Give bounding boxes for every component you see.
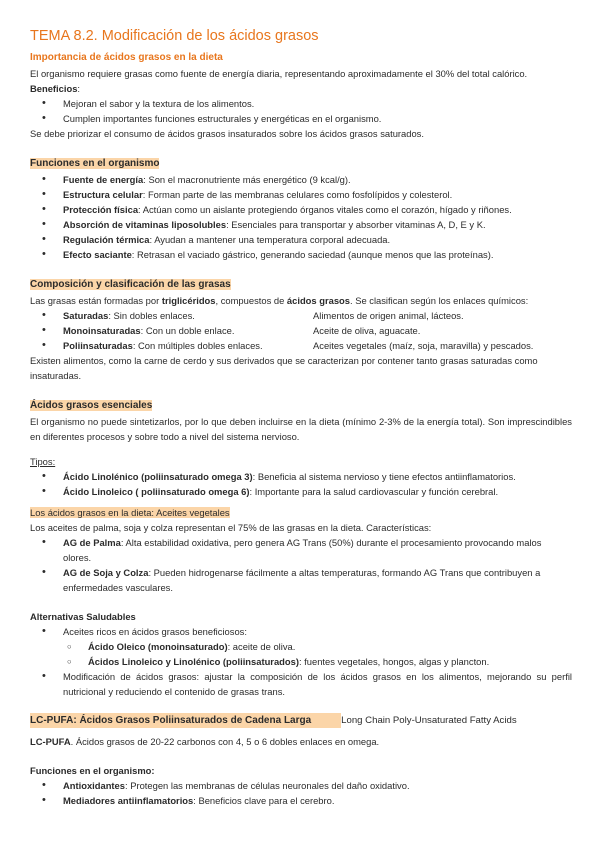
list-item: • Protección física: Actúan como un aislante protegiendo órganos vitales como el corazón, hígado y riñones. — [30, 202, 572, 217]
section-funciones-lcpufa — [30, 763, 572, 808]
list-item: • AG de Soja y Colza: Pueden hidrogenarse fácilmente a altas temperaturas, formando AG Trans que contribuyen a enfermedades vasculares. — [30, 565, 572, 595]
alternativas-list — [30, 624, 572, 639]
section-heading: Importancia de ácidos grasos en la dieta — [30, 52, 223, 63]
list-item: • Monoinsaturadas: Con un doble enlace. Aceite de oliva, aguacate. — [30, 323, 572, 338]
tipos-label: Tipos: — [30, 456, 56, 467]
page-title: TEMA 8.2. Modificación de los ácidos grasos — [30, 28, 319, 44]
list-item: • Mediadores antiinflamatorios: Beneficios clave para el cerebro. — [30, 793, 572, 808]
section-heading: Los ácidos grasos en la dieta: Aceites vegetales — [30, 507, 230, 518]
paragraph: Las grasas están formadas por triglicéridos, compuestos de ácidos grasos. Se clasifican según los enlaces químicos: — [30, 295, 529, 306]
funciones2-list — [30, 778, 572, 808]
list-item: • Estructura celular: Forman parte de las membranas celulares como fosfolípidos y colesterol. — [30, 187, 572, 202]
list-item: • Mejoran el sabor y la textura de los alimentos. — [30, 96, 572, 111]
paragraph: El organismo requiere grasas como fuente de energía diaria, representando aproximadamente el 30% del total calórico. — [30, 68, 528, 79]
list-item: ○ Ácido Oleico (monoinsaturado): aceite de oliva. — [30, 639, 572, 654]
beneficios-label-line: Beneficios: — [30, 83, 81, 94]
paragraph: Los aceites de palma, soja y colza representan el 75% de las grasas en la dieta. Características: — [30, 522, 432, 533]
list-item: • Poliinsaturadas: Con múltiples dobles enlaces. Aceites vegetales (maíz, soja, maravilla) y pescados. — [30, 338, 572, 353]
section-alternativas — [30, 609, 572, 699]
list-item: ○ Ácidos Linoleico y Linolénico (poliinsaturados): fuentes vegetales, hongos, algas y plancton. — [30, 654, 572, 669]
list-item: • Regulación térmica: Ayudan a mantener una temperatura corporal adecuada. — [30, 232, 572, 247]
paragraph: El organismo no puede sintetizarlos, por lo que deben incluirse en la dieta (mínimo 2-3% de la energía total). Son imprescindibles en diferentes procesos y sobre todo a nivel del sistema nervioso. — [30, 416, 572, 442]
section-heading: Ácidos grasos esenciales — [30, 400, 153, 411]
section-heading: Composición y clasificación de las grasas — [30, 279, 231, 290]
list-item: • Modificación de ácidos grasos: ajustar la composición de los ácidos grasos en los alimentos, mejorando su perfil nutricional y reduciendo el contenido de grasas trans. — [30, 669, 572, 699]
list-item: • Saturadas: Sin dobles enlaces. Alimentos de origen animal, lácteos. — [30, 308, 572, 323]
tipos-list — [30, 469, 572, 499]
section-heading: Alternativas Saludables — [30, 611, 136, 622]
funciones-list — [30, 172, 572, 262]
section-aceites — [30, 505, 572, 595]
list-item: • Absorción de vitaminas liposolubles: Esenciales para transportar y absorber vitaminas A, D, E y K. — [30, 217, 572, 232]
paragraph: Existen alimentos, como la carne de cerdo y sus derivados que se caracterizan por contener tanto grasas saturadas como insaturadas. — [30, 355, 538, 381]
beneficios-list — [30, 96, 572, 126]
aceites-list — [30, 535, 572, 595]
section-lcpufa — [30, 713, 572, 749]
paragraph: LC-PUFA. Ácidos grasos de 20-22 carbonos con 4, 5 o 6 dobles enlaces en omega. — [30, 736, 380, 747]
section-heading: Funciones en el organismo — [30, 158, 160, 169]
section-esenciales — [30, 397, 572, 499]
alternativas-sublist — [30, 639, 572, 669]
beneficios-label: Beneficios — [30, 83, 78, 94]
list-item: • Ácido Linoleico ( poliinsaturado omega 6): Importante para la salud cardiovascular y función cerebral. — [30, 484, 572, 499]
section-importancia — [30, 50, 572, 141]
list-item: • Antioxidantes: Protegen las membranas de células neuronales del daño oxidativo. — [30, 778, 572, 793]
section-heading: Funciones en el organismo: — [30, 765, 155, 776]
paragraph: Se debe priorizar el consumo de ácidos grasos insaturados sobre los ácidos grasos saturados. — [30, 128, 424, 139]
clasificacion-list — [30, 308, 572, 353]
section-heading: LC-PUFA: Ácidos Grasos Poliinsaturados de Cadena Larga — [30, 713, 341, 728]
section-composicion — [30, 276, 572, 383]
list-item: • AG de Palma: Alta estabilidad oxidativa, pero genera AG Trans (50%) durante el procesamiento provocando malos olores. — [30, 535, 572, 565]
section-funciones — [30, 155, 572, 262]
list-item: • Ácido Linolénico (poliinsaturado omega 3): Beneficia al sistema nervioso y tiene efectos antiinflamatorios. — [30, 469, 572, 484]
list-item: • Efecto saciante: Retrasan el vaciado gástrico, generando saciedad (aunque menos que las proteínas). — [30, 247, 572, 262]
list-item: • Cumplen importantes funciones estructurales y energéticas en el organismo. — [30, 111, 572, 126]
list-item: • Fuente de energía: Son el macronutriente más energético (9 kcal/g). — [30, 172, 572, 187]
alternativas-list-2 — [30, 669, 572, 699]
list-item: • Aceites ricos en ácidos grasos beneficiosos: — [30, 624, 572, 639]
english-term: Long Chain Poly-Unsaturated Fatty Acids — [341, 715, 517, 726]
